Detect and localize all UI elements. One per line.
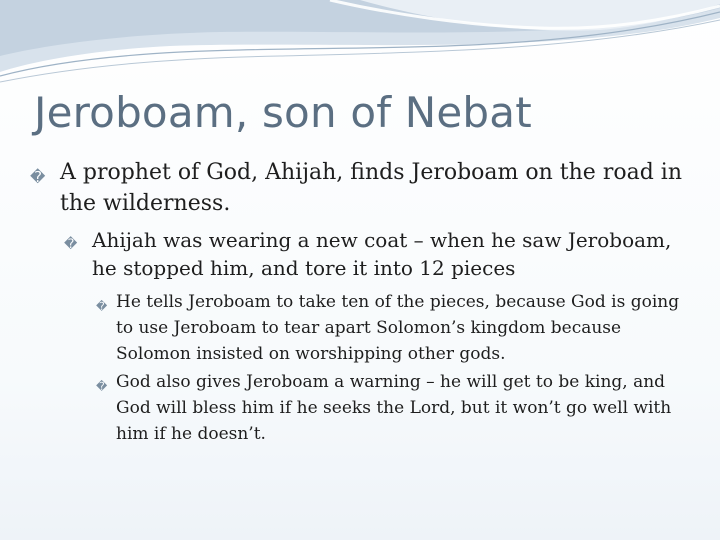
header-decoration: [0, 0, 720, 90]
bullet-level-2: [64, 226, 693, 282]
bullet-marker-icon: �: [96, 380, 108, 393]
bullet-marker-icon: �: [64, 237, 78, 252]
bullet-text: He tells Jeroboam to take ten of the pieces, because God is going to use Jeroboam to tear apart Solomon’s kingdom because Solomon insisted on worshipping other gods.: [116, 292, 680, 364]
slide-title: Jeroboam, son of Nebat: [34, 88, 532, 137]
bullet-level-3: [96, 289, 696, 367]
bullet-level-1: [30, 157, 720, 219]
bullet-text: God also gives Jeroboam a warning – he will get to be king, and God will bless him if he seeks the Lord, but it won’t go well with him if he doesn’t.: [116, 372, 672, 444]
bullet-text: Ahijah was wearing a new coat – when he saw Jeroboam, he stopped him, and tore it into 12 pieces: [92, 228, 672, 280]
bullet-text: A prophet of God, Ahijah, finds Jeroboam on the road in the wilderness.: [60, 160, 682, 216]
bullet-marker-icon: �: [30, 168, 46, 186]
bullet-level-3: [96, 369, 696, 447]
bullet-marker-icon: �: [96, 300, 108, 313]
